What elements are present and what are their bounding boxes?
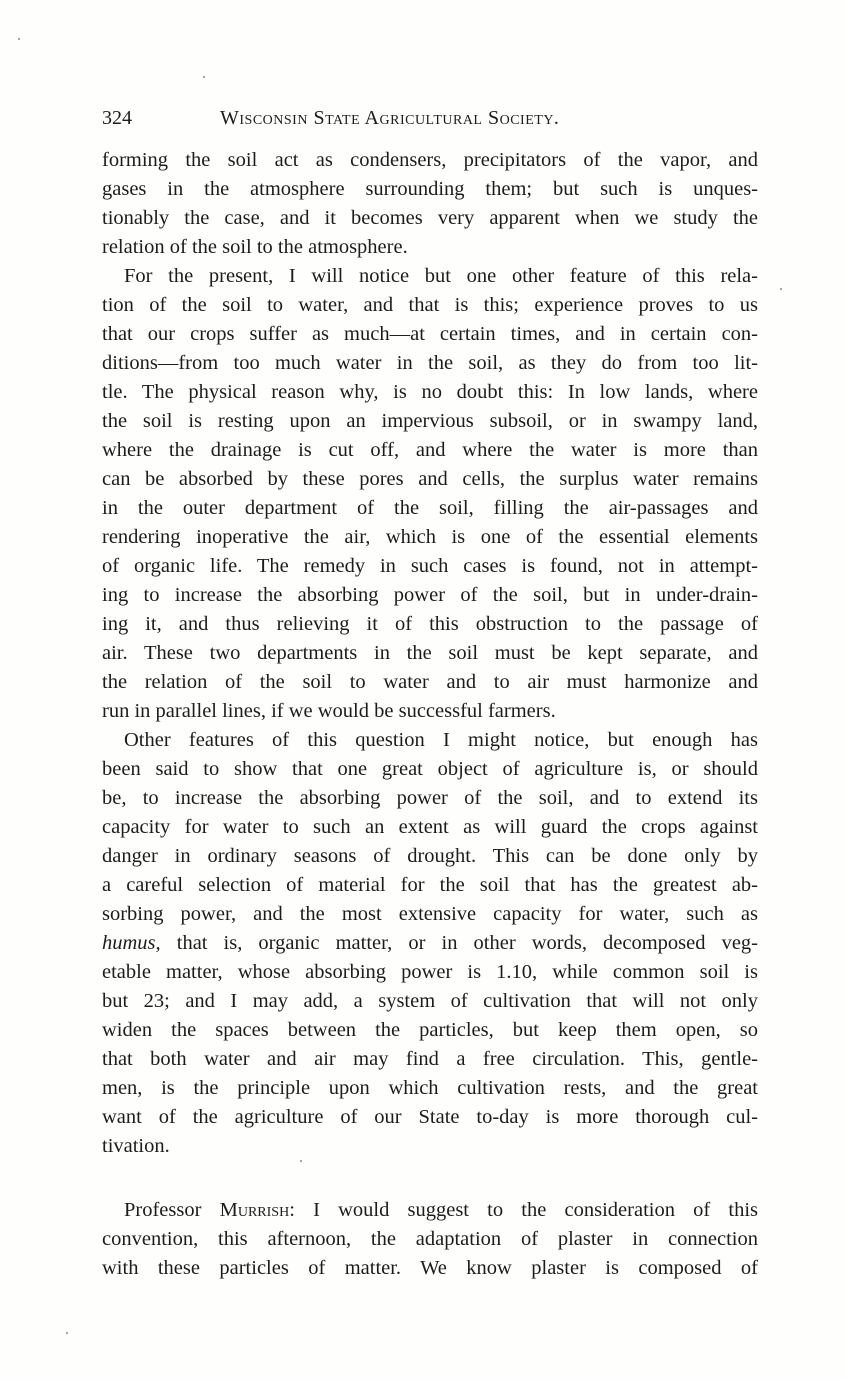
page-header <box>102 104 758 132</box>
text-line: men, is the principle upon which cultivation rests, and the great <box>102 1077 758 1099</box>
text-line: where the drainage is cut off, and where the water is more than <box>102 439 758 461</box>
text-line: ing to increase the absorbing power of the soil, but in under-drain- <box>102 584 758 606</box>
scan-speck <box>66 1332 68 1334</box>
section-gap <box>102 1161 758 1196</box>
speaker-prefix: Professor <box>124 1199 220 1221</box>
text-line: the soil is resting upon an impervious subsoil, or in swampy land, <box>102 410 758 432</box>
scan-speck <box>300 1160 302 1162</box>
text-line: danger in ordinary seasons of drought. This can be done only by <box>102 845 758 867</box>
text-line: widen the spaces between the particles, but keep them open, so <box>102 1019 758 1041</box>
text-line: air. These two departments in the soil must be kept separate, and <box>102 642 758 664</box>
text-line: a careful selection of material for the soil that has the greatest ab- <box>102 874 758 896</box>
paragraph-2 <box>102 262 758 726</box>
text-line: that our crops suffer as much—at certain times, and in certain con- <box>102 323 758 345</box>
text-line: but 23; and I may add, a system of cultivation that will not only <box>102 990 758 1012</box>
text-line: sorbing power, and the most extensive capacity for water, such as <box>102 903 758 925</box>
text-line: tionably the case, and it becomes very apparent when we study the <box>102 207 758 229</box>
text-run: that is, organic matter, or in other words, decomposed veg- <box>160 932 758 954</box>
text-line: Other features of this question I might notice, but enough has <box>124 729 758 751</box>
text-line: For the present, I will notice but one other feature of this rela- <box>124 265 758 287</box>
speaker-name: Murrish <box>219 1199 290 1221</box>
text-line: relation of the soil to the atmosphere. <box>102 236 408 258</box>
text-line: in the outer department of the soil, filling the air-passages and <box>102 497 758 519</box>
text-line: tion of the soil to water, and that is this; experience proves to us <box>102 294 758 316</box>
text-line: forming the soil act as condensers, precipitators of the vapor, and <box>102 149 758 171</box>
text-line: tivation. <box>102 1135 170 1157</box>
text-line: can be absorbed by these pores and cells, the surplus water remains <box>102 468 758 490</box>
text-line: convention, this afternoon, the adaptation of plaster in connection <box>102 1228 758 1250</box>
text-line: capacity for water to such an extent as will guard the crops against <box>102 816 758 838</box>
text-line: been said to show that one great object of agriculture is, or should <box>102 758 758 780</box>
italic-term: humus, <box>102 932 161 954</box>
text-line: run in parallel lines, if we would be successful farmers. <box>102 700 556 722</box>
text-line: of organic life. The remedy in such cases is found, not in attempt- <box>102 555 758 577</box>
text-line: ing it, and thus relieving it of this obstruction to the passage of <box>102 613 758 635</box>
text-line: gases in the atmosphere surrounding them; but such is unques- <box>102 178 758 200</box>
page-number: 324 <box>102 107 132 129</box>
speaker-suffix: : I would suggest to the consideration of this <box>289 1199 759 1221</box>
paragraph-1 <box>102 146 758 262</box>
text-line: with these particles of matter. We know plaster is composed of <box>102 1257 758 1279</box>
text-line: the relation of the soil to water and to air must harmonize and <box>102 671 758 693</box>
body-text <box>102 146 758 1283</box>
text-line: rendering inoperative the air, which is one of the essential elements <box>102 526 758 548</box>
scan-speck <box>203 76 205 78</box>
running-head: Wisconsin State Agricultural Society. <box>220 107 560 129</box>
text-line-italic-term <box>102 929 758 958</box>
text-line: that both water and air may find a free circulation. This, gentle- <box>102 1048 758 1070</box>
text-line: tle. The physical reason why, is no doubt this: In low lands, where <box>102 381 758 403</box>
paragraph-4 <box>102 1196 758 1283</box>
text-line: ditions—from too much water in the soil, as they do from too lit- <box>102 352 758 374</box>
text-line: be, to increase the absorbing power of the soil, and to extend its <box>102 787 758 809</box>
text-line: etable matter, whose absorbing power is 1.10, while common soil is <box>102 961 758 983</box>
scan-speck <box>18 38 20 40</box>
paragraph-3 <box>102 726 758 1161</box>
scan-speck <box>780 288 782 290</box>
speaker-line <box>102 1196 758 1225</box>
text-line: want of the agriculture of our State to-day is more thorough cul- <box>102 1106 758 1128</box>
